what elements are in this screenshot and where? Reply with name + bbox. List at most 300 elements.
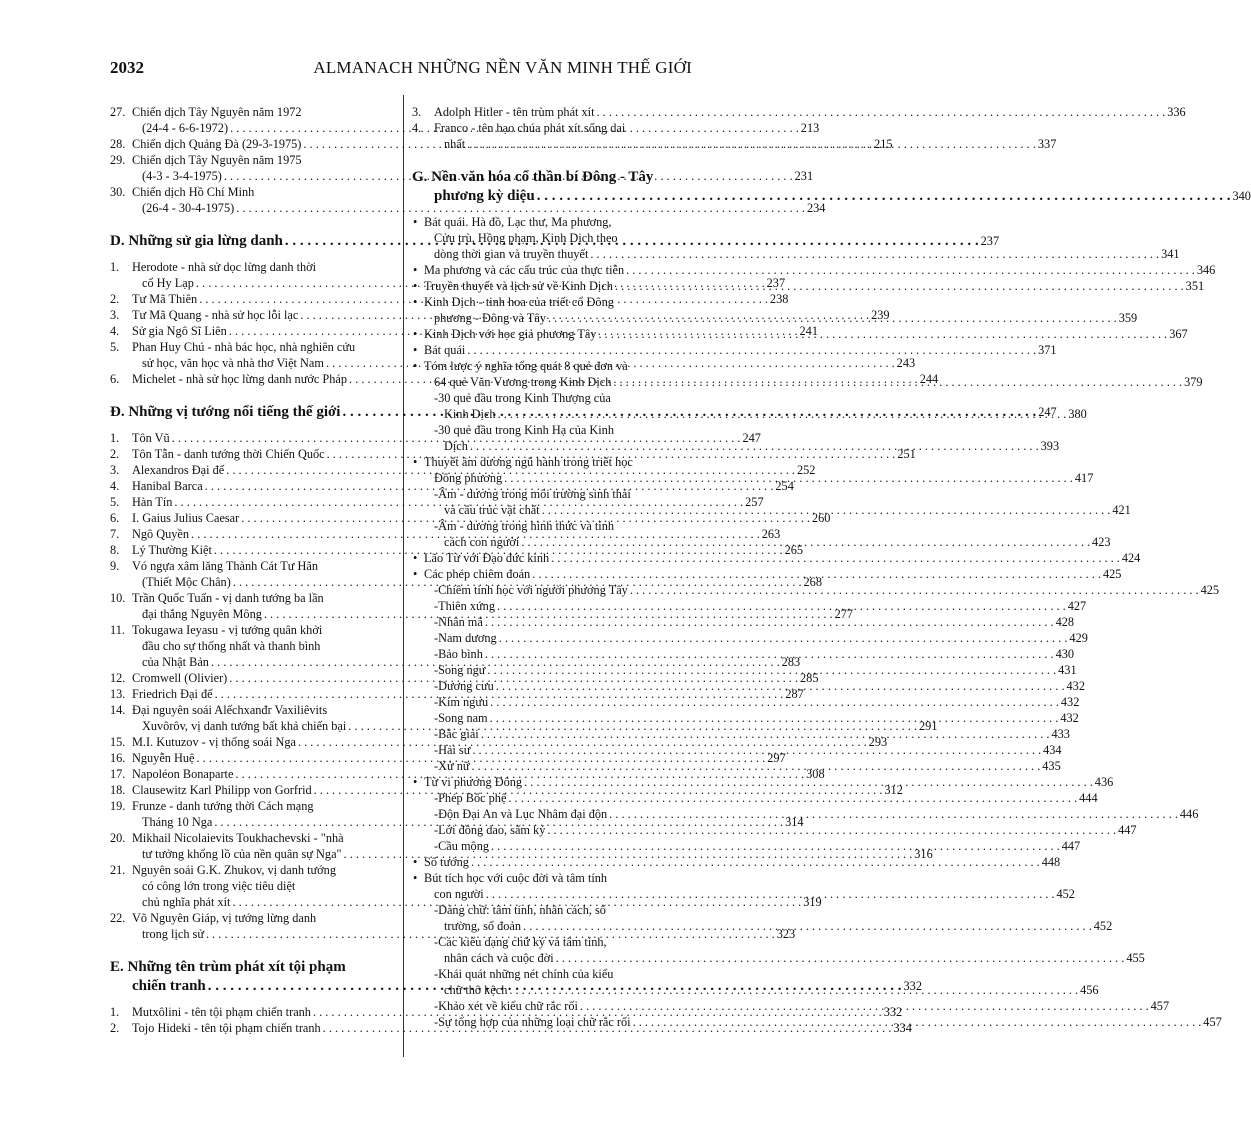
- entry-line-text: Frunze - danh tướng thời Cách mạng: [132, 799, 314, 813]
- entry-line-text: con người: [434, 887, 484, 901]
- dot-leader: [472, 758, 1041, 774]
- entry-line-text: Truyền thuyết và lịch sử về Kinh Dịch: [424, 279, 613, 293]
- bullet-icon: •: [413, 871, 418, 885]
- entry-line-text: -Dáng chữ: tâm tính, nhân cách, số: [434, 903, 606, 917]
- entry-number: 15.: [110, 735, 126, 749]
- page-ref: 323: [776, 927, 796, 941]
- entry-line-text: Ngô Quyền: [132, 527, 190, 541]
- page-ref: 423: [1092, 535, 1111, 549]
- page-ref: 436: [1094, 775, 1114, 789]
- entry-line: [132, 878, 406, 894]
- indent-spacer: [422, 934, 434, 966]
- page-ref: 448: [1041, 855, 1061, 869]
- entry-line-text: -Xử nữ: [434, 759, 470, 773]
- entry-number: 19.: [110, 799, 126, 813]
- page-ref: 380: [1068, 407, 1087, 421]
- bullet-icon: •: [413, 295, 418, 309]
- entry-number: 8.: [110, 543, 120, 557]
- entry-line: [424, 358, 702, 374]
- entry-line-text: nhân cách và cuộc đời: [444, 951, 554, 965]
- page-ref: 447: [1118, 823, 1137, 837]
- entry-number: 27.: [110, 105, 126, 119]
- entry-line: [132, 152, 406, 168]
- page-ref: 337: [1037, 137, 1057, 151]
- page-ref: 351: [1185, 279, 1205, 293]
- entry-line-text: Ma phương và các cấu trúc của thực tiễn: [424, 263, 625, 277]
- page-ref: 430: [1055, 647, 1075, 661]
- page-ref: 334: [893, 1021, 912, 1035]
- page-ref: 241: [799, 324, 818, 338]
- entry-number: 28.: [110, 137, 126, 151]
- bullet-icon: •: [413, 327, 418, 341]
- entry-line-text: -Kim ngưu: [434, 695, 489, 709]
- entry-line-text: Kinh Dịch với học giả phương Tây: [424, 327, 597, 341]
- entry-line-text: Napoléon Bonaparte: [132, 767, 234, 781]
- entry-number: 4.: [110, 324, 120, 338]
- entry-line-text: Dịch: [444, 439, 468, 453]
- dot-leader: [471, 854, 1040, 870]
- toc-entry: [412, 104, 1186, 120]
- dot-leader: [490, 694, 1059, 710]
- toc-subentry: [412, 630, 1088, 646]
- page-ref: 421: [1112, 503, 1131, 517]
- page-ref: 432: [1066, 679, 1085, 693]
- entry-line-text: Nguyên soái G.K. Zhukov, vị danh tướng: [132, 863, 336, 877]
- dot-leader: [508, 790, 1077, 806]
- section-title: E. Những tên trùm phát xít tội phạm: [110, 959, 346, 975]
- page-ref: 446: [1179, 807, 1199, 821]
- entry-line: [132, 830, 406, 846]
- page-ref: 452: [1056, 887, 1075, 901]
- indent-spacer: [422, 822, 434, 838]
- entry-line-text: Số tướng: [424, 855, 469, 869]
- entry-line: [132, 104, 406, 120]
- entry-line-text: Sử gia Ngô Sĩ Liên: [132, 324, 227, 338]
- page-ref: 393: [1040, 439, 1060, 453]
- dot-leader: [487, 662, 1056, 678]
- entry-line-text: nhất: [444, 137, 466, 151]
- indent-spacer: [422, 390, 434, 422]
- entry-number: 3.: [110, 308, 120, 322]
- dot-leader: [498, 406, 1067, 422]
- page-ref: 340: [1232, 189, 1251, 203]
- entry-line-text: Hàn Tín: [132, 495, 173, 509]
- dot-leader: [472, 742, 1041, 758]
- toc-entry: [412, 342, 1057, 358]
- entry-line-text: Mikhail Nicolaievits Toukhachevski - "nhà: [132, 831, 344, 845]
- page-ref: 367: [1169, 327, 1188, 341]
- page-ref: 234: [806, 201, 826, 215]
- dot-leader: [496, 678, 1065, 694]
- entry-line-text: -Lời đồng dao, sấm ký: [434, 823, 546, 837]
- entry-line-text: Phan Huy Chú - nhà bác học, nhà nghiên cứu: [132, 340, 356, 354]
- section-line: [412, 187, 1251, 206]
- entry-line-text: có công lớn trong việc tiêu diệt: [142, 879, 296, 893]
- entry-line-text: chủ nghĩa phát xít: [142, 895, 231, 909]
- entry-line: [424, 262, 1216, 278]
- entry-line: [434, 104, 1186, 120]
- entry-line-text: Chiến dịch Quảng Đà (29-3-1975): [132, 137, 302, 151]
- page-number: 2032: [110, 58, 144, 77]
- entry-number: 3.: [110, 463, 120, 477]
- entry-line-text: Alexandros Đại đế: [132, 463, 225, 477]
- entry-line-text: -Song ngư: [434, 663, 486, 677]
- page-ref: 429: [1069, 631, 1088, 645]
- entry-line: [424, 870, 702, 886]
- entry-line-text: Võ Nguyên Giáp, vị tướng lừng danh: [132, 911, 317, 925]
- entry-line-text: Lý Thường Kiệt: [132, 543, 212, 557]
- page-ref: 428: [1055, 615, 1075, 629]
- page-ref: 425: [1200, 583, 1220, 597]
- dot-leader: [547, 822, 1116, 838]
- dot-leader: [485, 614, 1054, 630]
- page-ref: 251: [897, 447, 916, 461]
- entry-number: 11.: [110, 623, 125, 637]
- indent-spacer: [422, 598, 434, 614]
- bullet-icon: •: [413, 279, 418, 293]
- entry-number: 9.: [110, 559, 120, 573]
- entry-number: 6.: [110, 372, 120, 386]
- indent-spacer: [422, 646, 434, 662]
- entry-line-text: Tháng 10 Nga: [142, 815, 213, 829]
- entry-line-text: -Nhân mã: [434, 615, 483, 629]
- entry-number: 17.: [110, 767, 126, 781]
- indent-spacer: [422, 486, 434, 518]
- page-ref: 457: [1203, 1015, 1222, 1029]
- dot-leader: [537, 187, 1231, 206]
- page-ref: 457: [1150, 999, 1170, 1013]
- dot-leader: [521, 534, 1090, 550]
- entry-line-text: trong lịch sử: [142, 927, 204, 941]
- entry-text: [424, 342, 1057, 358]
- page-ref: 237: [766, 276, 786, 290]
- entry-number: 30.: [110, 185, 126, 199]
- section-title: Đ. Những vị tướng nổi tiếng thế giới: [110, 404, 341, 420]
- page-ref: 379: [1184, 375, 1203, 389]
- entry-line-text: -Các kiểu dạng chữ ký và tâm tính,: [434, 935, 607, 949]
- entry-line-text: Các phép chiêm đoán: [424, 567, 531, 581]
- entry-line: [132, 702, 406, 718]
- entry-line-text: Hanibal Barca: [132, 479, 203, 493]
- dot-leader: [597, 104, 1166, 120]
- entry-line-text: và cấu trúc vật chất: [444, 503, 540, 517]
- entry-number: 1.: [110, 1005, 120, 1019]
- entry-line-text: trường, số đoản: [444, 919, 522, 933]
- entry-line-text: Cromwell (Olivier): [132, 671, 228, 685]
- entry-line: [424, 342, 1057, 358]
- dot-leader: [613, 374, 1182, 390]
- entry-line-text: Xuvôrôv, vị danh tướng bất khả chiến bại: [142, 719, 347, 733]
- entry-text: [434, 104, 1186, 120]
- entry-line-text: Tư Mã Quang - nhà sử học lỗi lạc: [132, 308, 299, 322]
- entry-line-text: -Song nam: [434, 711, 488, 725]
- indent-spacer: [422, 838, 434, 854]
- page-ref: 433: [1051, 727, 1070, 741]
- entry-number: 6.: [110, 511, 120, 525]
- bullet-icon: •: [413, 359, 418, 373]
- entry-line-text: Mutxôlini - tên tội phạm chiến tranh: [132, 1005, 311, 1019]
- entry-line-text: Franco - tên bạo chúa phát xít sống dai: [434, 121, 626, 135]
- page-ref: 287: [785, 687, 804, 701]
- entry-line-text: -Thiên xứng: [434, 599, 495, 613]
- dot-leader: [486, 886, 1055, 902]
- dot-leader: [509, 982, 1078, 998]
- entry-number: 16.: [110, 751, 126, 765]
- page-ref: 277: [834, 607, 854, 621]
- dot-leader: [470, 438, 1039, 454]
- entry-line-text: dòng thời gian và truyền thuyết: [434, 247, 589, 261]
- entry-line-text: M.I. Kutuzov - vị thống soái Nga: [132, 735, 296, 749]
- indent-spacer: [422, 710, 434, 726]
- entry-line: [132, 622, 406, 638]
- running-title: ALMANACH NHỮNG NỀN VĂN MINH THẾ GIỚI: [313, 58, 692, 77]
- entry-line-text: I. Gaius Julius Caesar: [132, 511, 240, 525]
- entry-line-text: cách con người: [444, 535, 520, 549]
- entry-number: 5.: [110, 340, 120, 354]
- entry-number: 5.: [110, 495, 120, 509]
- entry-line-text: Clausewitz Karl Philipp von Gorfrid: [132, 783, 312, 797]
- page-ref: 215: [874, 137, 893, 151]
- entry-line-text: Adolph Hitler - tên trùm phát xít: [434, 105, 595, 119]
- entry-number: 29.: [110, 153, 126, 167]
- dot-leader: [485, 646, 1054, 662]
- page-ref: 252: [796, 463, 816, 477]
- indent-spacer: [422, 726, 434, 742]
- page-ref: 231: [794, 169, 814, 183]
- dot-leader: [633, 1014, 1202, 1030]
- section-line: [412, 168, 702, 187]
- entry-line-text: -Hải sư: [434, 743, 471, 757]
- bullet-icon: •: [413, 567, 418, 581]
- bullet-icon: •: [413, 263, 418, 277]
- page-ref: 285: [800, 671, 819, 685]
- entry-line-text: Thuyết âm dương ngũ hành trong triết học: [424, 455, 633, 469]
- section-title: phương kỳ diệu: [434, 188, 535, 204]
- entry-line-text: (Thiết Mộc Chân): [142, 575, 231, 589]
- page-ref: 432: [1060, 711, 1079, 725]
- page-ref: 447: [1061, 839, 1081, 853]
- bullet-icon: •: [413, 855, 418, 869]
- page-ref: 213: [800, 121, 820, 135]
- entry-number: 22.: [110, 911, 126, 925]
- entry-line-text: -Âm - dương trong môi trường sinh thái: [434, 487, 631, 501]
- entry-line-text: Trần Quốc Tuấn - vị danh tướng ba lần: [132, 591, 324, 605]
- indent-spacer: [422, 678, 434, 694]
- entry-number: 1.: [110, 431, 120, 445]
- entry-line-text: sử học, văn học và nhà thơ Việt Nam: [142, 356, 324, 370]
- indent-spacer: [422, 1014, 434, 1030]
- entry-line: [434, 966, 702, 982]
- entry-line-text: -Nam dương: [434, 631, 497, 645]
- entry-line: [132, 798, 406, 814]
- page-ref: 293: [868, 735, 888, 749]
- page-ref: 254: [775, 479, 794, 493]
- entry-line-text: Vó ngựa xâm lăng Thành Cát Tư Hãn: [132, 559, 319, 573]
- dot-leader: [542, 502, 1111, 518]
- indent-spacer: [422, 806, 434, 822]
- entry-line: [132, 590, 406, 606]
- entry-number: 12.: [110, 671, 126, 685]
- entry-line-text: Kinh Dịch: [444, 407, 496, 421]
- dot-leader: [551, 550, 1120, 566]
- dot-leader: [523, 918, 1092, 934]
- dot-leader: [598, 326, 1167, 342]
- page-ref: 341: [1161, 247, 1180, 261]
- page-ref: 455: [1126, 951, 1145, 965]
- entry-number: 1.: [110, 260, 120, 274]
- page-ref: 297: [767, 751, 786, 765]
- entry-line-text: đại thắng Nguyên Mông: [142, 607, 262, 621]
- page-ref: 456: [1080, 983, 1099, 997]
- entry-line-text: -Bảo bình: [434, 647, 483, 661]
- section-title: chiến tranh: [132, 978, 206, 994]
- page-ref: 336: [1167, 105, 1186, 119]
- page-ref: 291: [919, 719, 938, 733]
- section-line: [110, 958, 406, 977]
- entry-line-text: Bút tích học với cuộc đời và tâm tính: [424, 871, 608, 885]
- entry-line: [424, 246, 1180, 262]
- dot-leader: [630, 582, 1199, 598]
- entry-line-text: (24-4 - 6-6-1972): [142, 121, 229, 135]
- bullet-icon: •: [413, 455, 418, 469]
- page-ref: 247: [742, 431, 761, 445]
- entry-text: [424, 262, 1216, 278]
- entry-line-text: Kinh Dịch - tinh hoa của triết cổ Đông: [424, 295, 614, 309]
- entry-line: [424, 294, 702, 310]
- entry-line-text: -30 quẻ đầu trong Kinh Thượng của: [434, 391, 611, 405]
- entry-line-text: (4-3 - 3-4-1975): [142, 169, 222, 183]
- entry-line-text: tư tưởng khổng lồ của nền quân sự Nga": [142, 847, 342, 861]
- bullet-icon: •: [413, 343, 418, 357]
- entry-line: [434, 120, 702, 136]
- entry-line-text: Nguyễn Huệ: [132, 751, 195, 765]
- toc-entry: [412, 262, 1216, 278]
- entry-number: 20.: [110, 831, 126, 845]
- page-ref: 435: [1042, 759, 1061, 773]
- bullet-icon: •: [413, 551, 418, 565]
- entry-number: 4.: [110, 479, 120, 493]
- dot-leader: [481, 726, 1050, 742]
- entry-line-text: Tôn Tẫn - danh tướng thời Chiến Quốc: [132, 447, 325, 461]
- entry-line-text: (26-4 - 30-4-1975): [142, 201, 235, 215]
- entry-line-text: -Dương cưu: [434, 679, 494, 693]
- page-ref: 434: [1043, 743, 1062, 757]
- entry-line-text: -Chiêm tinh học với người phương Tây: [434, 583, 628, 597]
- section-title: G. Nền văn hóa cổ thần bí Đông - Tây: [412, 169, 654, 185]
- indent-spacer: [422, 582, 434, 598]
- page-ref: 452: [1093, 919, 1113, 933]
- dot-leader: [467, 136, 1036, 152]
- entry-line-text: -Âm - dương trong hình thức và tính: [434, 519, 615, 533]
- entry-line-text: -Phép Bốc phệ: [434, 791, 507, 805]
- entry-line-text: Tử vi phương Đông: [424, 775, 523, 789]
- entry-line: [132, 259, 406, 275]
- entry-line: [132, 339, 406, 355]
- entry-line: [132, 638, 406, 654]
- entry-line-text: Friedrich Đại đế: [132, 687, 213, 701]
- entry-number: 7.: [110, 527, 120, 541]
- dot-leader: [532, 566, 1101, 582]
- entry-line: [434, 422, 702, 438]
- indent-spacer: [422, 614, 434, 630]
- page-ref: 268: [803, 575, 822, 589]
- page-ref: 314: [785, 815, 804, 829]
- entry-line: [434, 518, 702, 534]
- dot-leader: [524, 774, 1093, 790]
- dot-leader: [499, 630, 1068, 646]
- entry-line-text: Tojo Hideki - tên tội phạm chiến tranh: [132, 1021, 321, 1035]
- dot-leader: [504, 470, 1073, 486]
- entry-number: 3.: [412, 105, 422, 119]
- entry-line: [434, 390, 702, 406]
- indent-spacer: [422, 662, 434, 678]
- entry-line: [132, 862, 406, 878]
- entry-line-text: Tóm lược ý nghĩa tổng quát 8 quẻ đơn và: [424, 359, 628, 373]
- entry-line-text: chữ thô kệch: [444, 983, 508, 997]
- entry-text: [434, 630, 1088, 646]
- entry-number: 2.: [110, 447, 120, 461]
- page-ref: 263: [761, 527, 781, 541]
- dot-leader: [497, 598, 1066, 614]
- indent-spacer: [422, 790, 434, 806]
- entry-line: [434, 934, 702, 950]
- page-ref: 239: [871, 308, 890, 322]
- page-ref: 417: [1074, 471, 1094, 485]
- dot-leader: [590, 246, 1159, 262]
- page-ref: 332: [883, 1005, 903, 1019]
- dot-leader: [615, 278, 1184, 294]
- entry-line: [434, 630, 1088, 646]
- entry-number: 13.: [110, 687, 126, 701]
- entry-line-text: phương - Đông và Tây: [434, 311, 546, 325]
- indent-spacer: [422, 998, 434, 1014]
- indent-spacer: [422, 694, 434, 710]
- entry-line-text: -Khái quát những nét chính của kiểu: [434, 967, 614, 981]
- page-ref: 432: [1060, 695, 1080, 709]
- entry-line-text: Đông phương: [434, 471, 503, 485]
- entry-line-text: -Cầu mộng: [434, 839, 489, 853]
- entry-number: 14.: [110, 703, 126, 717]
- entry-line-text: -Sự tổng hợp của những loại chữ rắc rối: [434, 1015, 631, 1029]
- page-header: [110, 58, 692, 82]
- page-ref: 319: [803, 895, 822, 909]
- entry-line-text: Chiến dịch Hồ Chí Minh: [132, 185, 255, 199]
- page-ref: 308: [806, 767, 825, 781]
- entry-number: 10.: [110, 591, 126, 605]
- page-ref: 332: [903, 979, 922, 993]
- entry-line-text: Michelet - nhà sử học lừng danh nước Pháp: [132, 372, 348, 386]
- entry-line-text: Chiến dịch Tây Nguyên năm 1975: [132, 153, 302, 167]
- dot-leader: [556, 950, 1125, 966]
- entry-line: [132, 184, 406, 200]
- page-ref: 316: [914, 847, 933, 861]
- page-ref: 265: [784, 543, 804, 557]
- page-ref: 260: [811, 511, 831, 525]
- entry-line-text: Tư Mã Thiên: [132, 292, 198, 306]
- page-ref: 424: [1121, 551, 1141, 565]
- dot-leader: [491, 838, 1060, 854]
- entry-line-text: của Nhật Bản: [142, 655, 209, 669]
- dot-leader: [490, 710, 1059, 726]
- entry-number: 2.: [110, 1021, 120, 1035]
- entry-line-text: Tôn Vũ: [132, 431, 170, 445]
- entry-number: 4.: [412, 121, 422, 135]
- entry-line-text: Cửu trù, Hồng phạm, Kinh Dịch theo: [434, 231, 618, 245]
- indent-spacer: [422, 902, 434, 934]
- entry-line-text: cổ Hy Lạp: [142, 276, 194, 290]
- entry-number: 21.: [110, 863, 126, 877]
- dot-leader: [580, 998, 1149, 1014]
